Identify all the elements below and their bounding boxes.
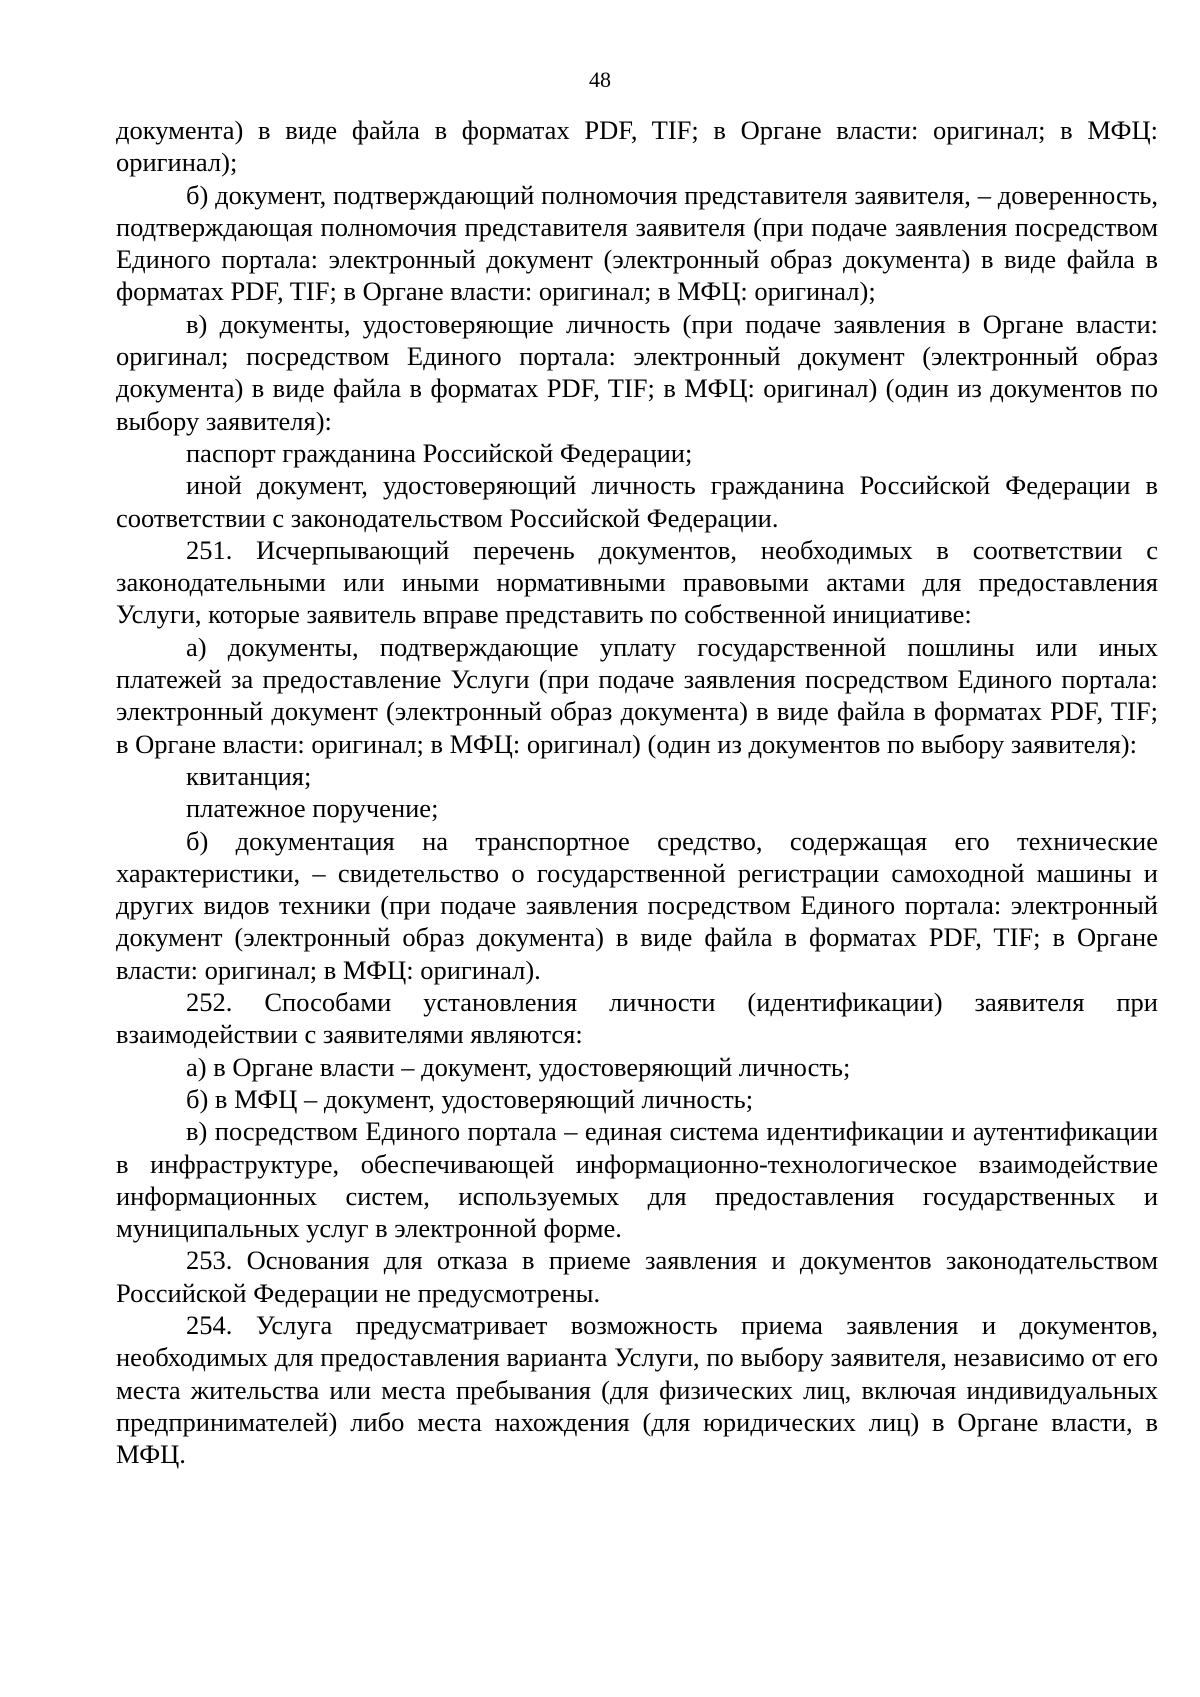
paragraph: иной документ, удостоверяющий личность гражданина Российской Федерации в соответствии с законодательством Российской Федерации. — [116, 470, 1158, 533]
document-body — [116, 114, 1158, 1470]
paragraph: 251. Исчерпывающий перечень документов, необходимых в соответствии с законодательными или иными нормативными правовыми актами для предоставления Услуги, которые заявитель вправе представить по собственной инициативе: — [116, 534, 1158, 630]
paragraph: а) документы, подтверждающие уплату государственной пошлины или иных платежей за предоставление Услуги (при подаче заявления посредством Единого портала: электронный документ (электронный образ документа) в виде файла в форматах PDF, TIF; в Органе власти: оригинал; в МФЦ: оригинал) (один из документов по выбору заявителя): — [116, 631, 1158, 759]
paragraph: в) документы, удостоверяющие личность (при подаче заявления в Органе власти: оригинал; посредством Единого портала: электронный документ (электронный образ документа) в виде файла в форматах PDF, TIF; в МФЦ: оригинал) (один из документов по выбору заявителя): — [116, 308, 1158, 436]
paragraph: паспорт гражданина Российской Федерации; — [186, 437, 693, 468]
paragraph: в) посредством Единого портала – единая система идентификации и аутентификации в инфраструктуре, обеспечивающей информационно-технологическое взаимодействие информационных систем, используемых для предоставления государственных и муниципальных услуг в электронной форме. — [116, 1116, 1158, 1244]
paragraph: 254. Услуга предусматривает возможность приема заявления и документов, необходимых для предоставления варианта Услуги, по выбору заявителя, независимо от его места жительства или места пребывания (для физических лиц, включая индивидуальных предпринимателей) либо места нахождения (для юридических лиц) в Органе власти, в МФЦ. — [116, 1309, 1158, 1470]
paragraph: квитанция; — [186, 760, 312, 791]
paragraph: б) документ, подтверждающий полномочия представителя заявителя, – доверенность, подтверждающая полномочия представителя заявителя (при подаче заявления посредством Единого портала: электронный документ (электронный образ документа) в виде файла в форматах PDF, TIF; в Органе власти: оригинал; в МФЦ: оригинал); — [116, 179, 1158, 307]
paragraph: документа) в виде файла в форматах PDF, TIF; в Органе власти: оригинал; в МФЦ: оригинал); — [116, 115, 1158, 178]
paragraph: платежное поручение; — [186, 793, 439, 824]
paragraph: б) в МФЦ – документ, удостоверяющий личность; — [186, 1083, 754, 1114]
paragraph: 252. Способами установления личности (идентификации) заявителя при взаимодействии с заявителями являются: — [116, 987, 1158, 1050]
paragraph: б) документация на транспортное средство, содержащая его технические характеристики, – свидетельство о государственной регистрации самоходной машины и других видов техники (при подаче заявления посредством Единого портала: электронный документ (электронный образ документа) в виде файла в форматах PDF, TIF; в Органе власти: оригинал; в МФЦ: оригинал). — [116, 825, 1158, 985]
paragraph: а) в Органе власти – документ, удостоверяющий личность; — [186, 1051, 851, 1082]
paragraph: 253. Основания для отказа в приеме заявления и документов законодательством Российской Федерации не предусмотрены. — [116, 1245, 1158, 1308]
page-number: 48 — [589, 67, 611, 92]
